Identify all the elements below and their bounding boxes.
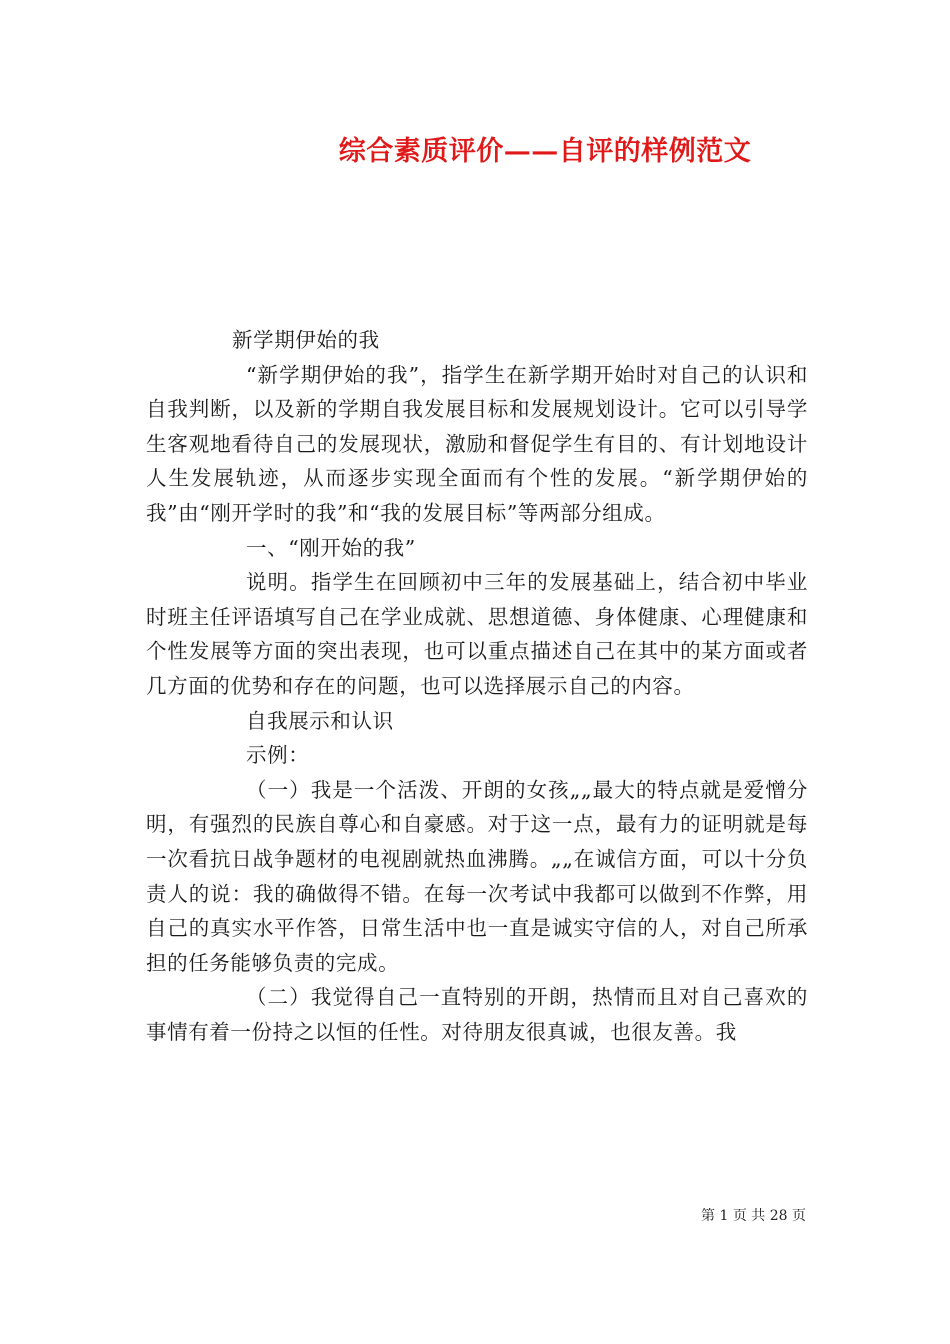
explanation-paragraph: 说明。指学生在回顾初中三年的发展基础上，结合初中毕业时班主任评语填写自己在学业成就、思想道德、身体健康、心理健康和个性发展等方面的突出表现，也可以重点描述自己在其中的某方面或者几方面的优势和存在的问题，也可以选择展示自己的内容。 [146,570,808,698]
example-paragraph-1: （一）我是一个活泼、开朗的女孩„„最大的特点就是爱憎分明，有强烈的民族自尊心和自豪感。对于这一点，最有力的证明就是每一次看抗日战争题材的电视剧就热血沸腾。„„在诚信方面，可以十分负责人的说：我的确做得不错。在每一次考试中我都可以做到不作弊，用自己的真实水平作答，日常生活中也一直是诚实守信的人，对自己所承担的任务能够负责的完成。 [146,777,808,975]
section-heading: 新学期伊始的我 [232,328,380,352]
subheading-self-display: 自我展示和认识 [246,708,394,733]
example-label: 示例： [246,743,310,768]
example-paragraph-2: （二）我觉得自己一直特别的开朗，热情而且对自己喜欢的事情有着一份持之以恒的任性。对待朋友很真诚，也很友善。我 [146,985,808,1044]
subsection-heading: 一、“刚开始的我” [246,535,416,560]
intro-paragraph: “新学期伊始的我”，指学生在新学期开始时对自己的认识和自我判断，以及新的学期自我发展目标和发展规划设计。它可以引导学生客观地看待自己的发展现状，激励和督促学生有目的、有计划地设计人生发展轨迹，从而逐步实现全面而有个性的发展。“新学期伊始的我”由“刚开学时的我”和“我的发展目标”等两部分组成。 [146,362,808,525]
document-body [146,323,808,1049]
page-number-footer: 第 1 页 共 28 页 [701,1208,806,1224]
document-title: 综合素质评价——自评的样例范文 [338,136,752,167]
